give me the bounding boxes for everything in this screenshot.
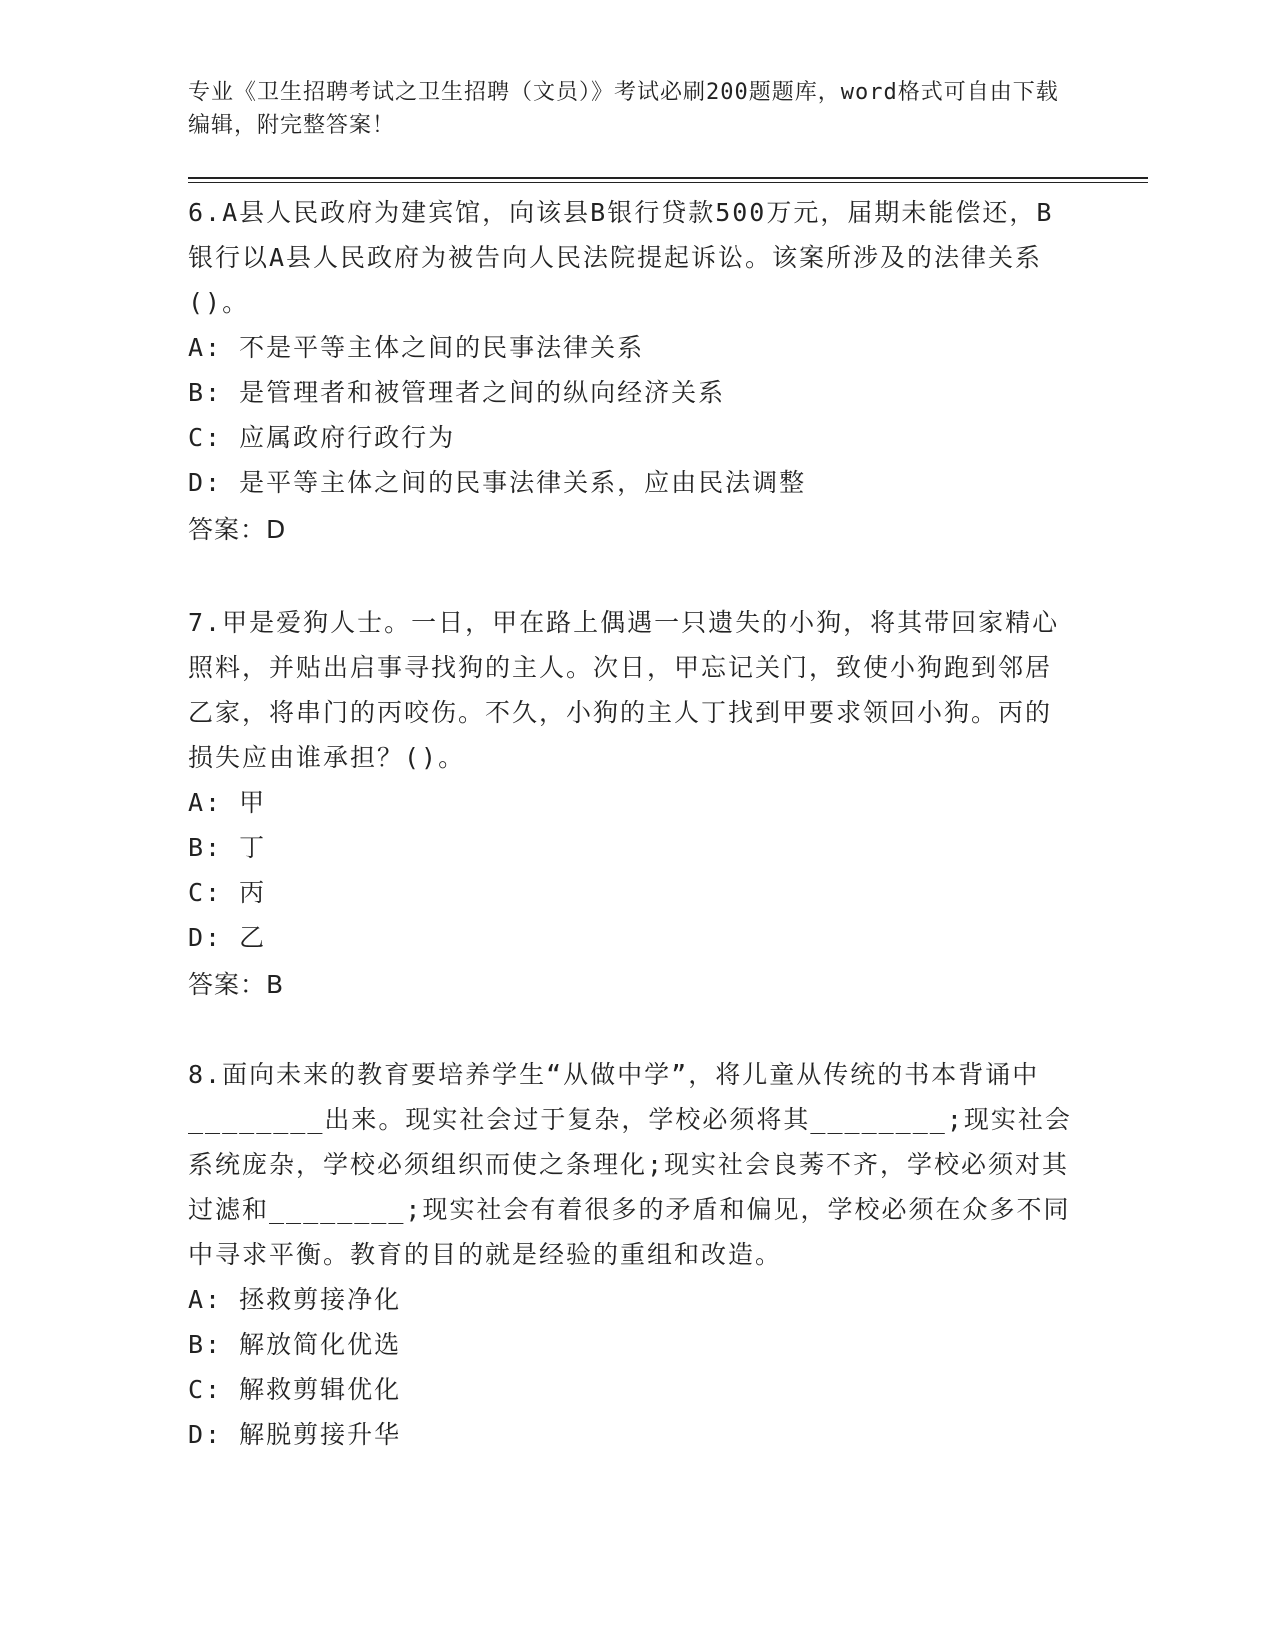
option-c: C: 应属政府行政行为 bbox=[188, 423, 456, 452]
option-d: D: 是平等主体之间的民事法律关系，应由民法调整 bbox=[188, 468, 807, 497]
option-c: C: 解救剪辑优化 bbox=[188, 1375, 402, 1404]
option-d: D: 解脱剪接升华 bbox=[188, 1420, 402, 1449]
header-divider-thin bbox=[188, 182, 1148, 183]
option-a: A: 甲 bbox=[188, 788, 267, 817]
document-header: 专业《卫生招聘考试之卫生招聘（文员）》考试必刷200题题库，word格式可自由下载编辑，附完整答案！ bbox=[188, 80, 1059, 138]
option-b: B: 是管理者和被管理者之间的纵向经济关系 bbox=[188, 378, 726, 407]
answer-label: 答案：B bbox=[188, 970, 285, 999]
option-c: C: 丙 bbox=[188, 878, 267, 907]
option-a: A: 不是平等主体之间的民事法律关系 bbox=[188, 333, 645, 362]
question-stem: 8.面向未来的教育要培养学生“从做中学”，将儿童从传统的书本背诵中________出来。现实社会过于复杂，学校必须将其________;现实社会系统庞杂，学校必须组织而使之条理化;现实社会良莠不齐，学校必须对其过滤和________;现实社会有着很多的矛盾和偏见，学校必须在众多不同中寻求平衡。教育的目的就是经验的重组和改造。 bbox=[188, 1060, 1072, 1269]
question-6 bbox=[188, 190, 1078, 552]
option-b: B: 解放简化优选 bbox=[188, 1330, 402, 1359]
option-d: D: 乙 bbox=[188, 923, 267, 952]
question-stem: 6.A县人民政府为建宾馆，向该县B银行贷款500万元，届期未能偿还，B银行以A县人民政府为被告向人民法院提起诉讼。该案所涉及的法律关系()。 bbox=[188, 198, 1054, 317]
header-divider-thick bbox=[188, 177, 1148, 179]
question-8 bbox=[188, 1052, 1078, 1457]
answer-label: 答案：D bbox=[188, 515, 287, 544]
question-stem: 7.甲是爱狗人士。一日，甲在路上偶遇一只遗失的小狗，将其带回家精心照料，并贴出启事寻找狗的主人。次日，甲忘记关门，致使小狗跑到邻居乙家，将串门的丙咬伤。不久，小狗的主人丁找到甲要求领回小狗。丙的损失应由谁承担？()。 bbox=[188, 608, 1060, 772]
option-b: B: 丁 bbox=[188, 833, 267, 862]
question-7 bbox=[188, 600, 1078, 1007]
option-a: A: 拯救剪接净化 bbox=[188, 1285, 402, 1314]
